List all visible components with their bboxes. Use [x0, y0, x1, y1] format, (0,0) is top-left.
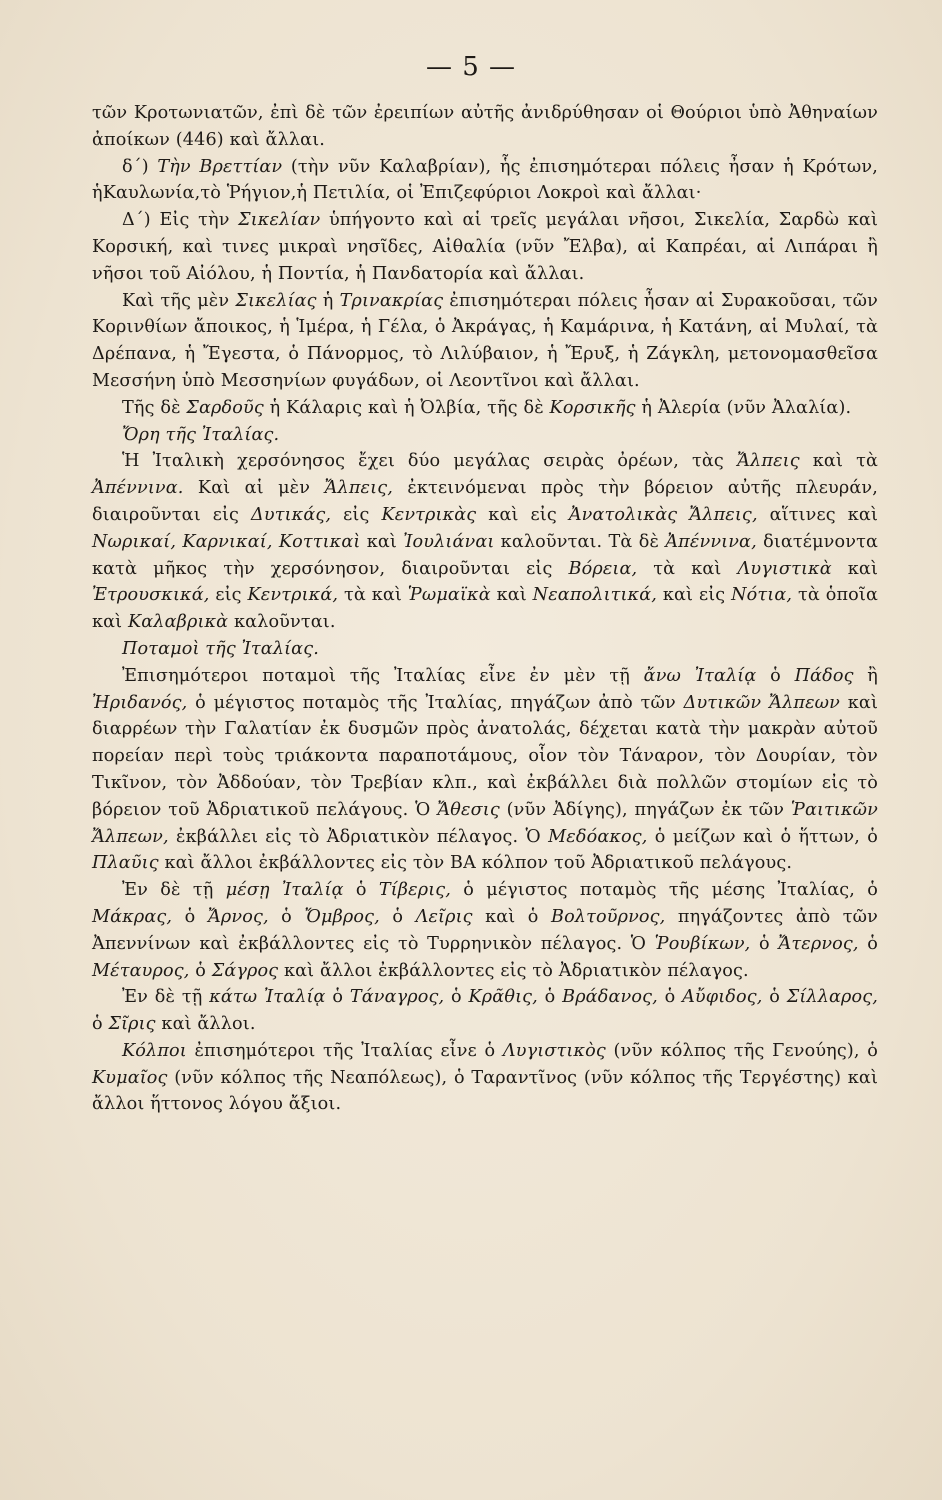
text-run: Καὶ τῆς μὲν [122, 290, 236, 311]
italic-term: Τάναγρος, [349, 987, 445, 1008]
text-run: (νῦν κόλπος τῆς Νεαπόλεως), ὁ Ταραντῖνος (νῦν κόλπος τῆς Τεργέστης) καὶ ἄλλοι ἥττονος λόγου ἄξιοι. [92, 1067, 878, 1115]
italic-term: Βόρεια, [568, 558, 638, 579]
italic-term: Καλαβρικὰ [127, 612, 229, 633]
italic-term: Ἄλπεις [737, 451, 800, 472]
text-run: ὁ μείζων καὶ ὁ ἥττων, ὁ [647, 826, 879, 847]
text-run: ἡ Ἀλερία (νῦν Ἀλαλία). [635, 397, 852, 418]
text-run: ὁ [858, 933, 878, 954]
text-run: ὁ [343, 880, 379, 901]
text-run: καὶ τὰ [799, 451, 878, 472]
text-run: καὶ ἄλλοι. [155, 1014, 256, 1035]
paragraph [92, 100, 878, 154]
italic-term: Σικελίας [235, 290, 317, 311]
italic-term: Σῖρις [108, 1014, 156, 1035]
text-run: (νῦν Ἀδίγης), πηγάζων ἐκ τῶν [499, 799, 791, 820]
italic-term: Πάδος [794, 665, 854, 686]
text-run: Ἡ Ἰταλικὴ χερσόνησος ἔχει δύο μεγάλας σειρὰς ὀρέων, τὰς [122, 451, 737, 472]
italic-term: Πλαῦις [92, 853, 159, 874]
text-run: ὁ [537, 987, 563, 1008]
italic-term: Ἄθεσις [437, 799, 500, 820]
paragraph [92, 448, 878, 636]
italic-term: ἄνω Ἰταλίᾳ [643, 665, 757, 686]
italic-term: κάτω Ἰταλίᾳ [209, 987, 326, 1008]
paragraph [92, 288, 878, 395]
text-run: διατέμνοντα κατὰ μῆκος τὴν χερσόνησον, διαιροῦνται εἰς [92, 531, 878, 579]
italic-term: Βολτοῦρνος, [550, 906, 666, 927]
italic-term: Ἀνατολικὰς Ἄλπεις, [568, 504, 758, 525]
text-run: Ἐν δὲ τῇ [122, 880, 226, 901]
text-run: καὶ εἰς [476, 504, 569, 525]
italic-term: Σικελίαν [238, 210, 321, 231]
italic-term: μέσῃ Ἰταλίᾳ [225, 880, 344, 901]
italic-term: Βράδανος, [562, 987, 658, 1008]
text-run: αἵτινες καὶ [757, 504, 878, 525]
section-heading [92, 636, 878, 663]
text-run: ὁ [92, 1014, 109, 1035]
italic-term: Ἀπέννινα, [665, 531, 757, 552]
italic-term: Σίλλαρος, [786, 987, 879, 1008]
italic-term: Τὴν Βρεττίαν [157, 156, 283, 177]
text-run: ἡ [316, 290, 340, 311]
text-run: πηγάζοντες ἀπὸ τῶν Ἀπεννίνων καὶ ἐκβάλλοντες εἰς τὸ Τυρρηνικὸν πέλαγος. Ὁ [92, 906, 879, 954]
paragraph [92, 1038, 878, 1118]
text-run: ἐκβάλλει εἰς τὸ Ἀδριατικὸν πέλαγος. Ὁ [168, 826, 549, 847]
text-run: τὰ ὁποῖα καὶ [92, 585, 878, 633]
text-run: ὁ [657, 987, 683, 1008]
italic-term: Δυτικάς, [251, 504, 332, 525]
italic-term: Λυγιστικὰ [737, 558, 832, 579]
paragraph [92, 154, 878, 208]
italic-term: Ῥωμαϊκὰ [407, 585, 491, 606]
text-run: καὶ ἄλλοι ἐκβάλλοντες εἰς τὸν ΒΑ κόλπον τοῦ Ἀδριατικοῦ πελάγους. [158, 853, 793, 874]
italic-term: Κυμαῖος [92, 1067, 168, 1088]
italic-term: Ἄλπεις, [324, 478, 393, 499]
text-run: ἡ Κάλαρις καὶ ἡ Ὀλβία, τῆς δὲ [263, 397, 550, 418]
body-text [92, 100, 878, 1118]
italic-term: Κόλποι [122, 1040, 187, 1061]
italic-term: Ἀπέννινα. [92, 478, 184, 499]
paragraph [92, 877, 878, 984]
text-run: ὁ [172, 906, 208, 927]
paragraph [92, 984, 878, 1038]
italic-term: Κεντρικά, [247, 585, 339, 606]
text-run: καὶ ὁ [472, 906, 551, 927]
text-run: Δ΄) Εἰς τὴν [122, 210, 239, 231]
italic-term: Κεντρικὰς [381, 504, 477, 525]
text-run: ὁ [756, 665, 795, 686]
text-run: τῶν Κροτωνιατῶν, ἐπὶ δὲ τῶν ἐρειπίων αὐτῆς ἀνιδρύθησαν οἱ Θούριοι ὑπὸ Ἀθηναίων ἀποίκων (446) καὶ ἄλλαι. [92, 103, 878, 150]
text-run: καὶ [490, 585, 533, 606]
text-run: ὁ [268, 906, 305, 927]
text-run: ἐκτεινόμεναι πρὸς τὴν βόρειον αὐτῆς πλευράν, διαιροῦνται εἰς [92, 478, 878, 525]
text-run: καὶ εἰς [657, 585, 732, 606]
text-run: καὶ [360, 531, 404, 552]
text-run: τὰ καὶ [338, 585, 408, 606]
italic-term: Νωρικαί, Καρνικαί, Κοττικαὶ [92, 531, 361, 552]
italic-term: Ἰουλιάναι [403, 531, 495, 552]
text-run: (νῦν κόλπος τῆς Γενούης), ὁ [605, 1040, 878, 1061]
italic-term: Ῥουβίκων, [654, 933, 751, 954]
paragraph [92, 395, 878, 422]
italic-term: Ἄτερνος, [778, 933, 859, 954]
text-run: Ἐν δὲ τῇ [122, 987, 210, 1008]
text-run: ὁ [379, 906, 416, 927]
italic-term: Ῥαιτικῶν Ἄλπεων, [92, 799, 878, 847]
italic-term: Νεαπολιτικά, [532, 585, 658, 606]
italic-term: Σάγρος [211, 960, 279, 981]
text-run: ἐπισημότεραι πόλεις ἦσαν αἱ Συρακοῦσαι, τῶν Κορινθίων ἄποικος, ἡ Ἱμέρα, ἡ Γέλα, ὁ Ἀκράγας, ἡ Καμάρινα, ἡ Κατάνη, αἱ Μυλαί, τὰ Δρέπανα, ἡ Ἔγεστα, ὁ Πάνορμος, τὸ Λιλύβαιον, ἡ Ἔρυξ, ἡ Ζάγκλη, μετονομασθεῖσα Μεσσήνη ὑπὸ Μεσσηνίων φυγάδων, οἱ Λεοντῖνοι καὶ ἄλλαι. [92, 290, 878, 391]
text-run: καλοῦνται. Τὰ δὲ [494, 531, 666, 552]
page-number: — 5 — [425, 52, 517, 82]
paragraph [92, 207, 878, 287]
text-run: καὶ ἄλλοι ἐκβάλλοντες εἰς τὸ Ἀδριατικὸν πέλαγος. [278, 960, 749, 981]
italic-term: Κρᾶθις, [468, 987, 538, 1008]
text-run: εἰς [209, 585, 248, 606]
text-run: Ποταμοὶ τῆς Ἰταλίας. [122, 638, 319, 659]
italic-term: Λυγιστικὸς [502, 1040, 606, 1061]
text-run: ὁ [762, 987, 787, 1008]
text-run: ἢ [853, 665, 878, 686]
text-run: ὁ μέγιστος ποταμὸς τῆς Ἰταλίας, πηγάζων ἀπὸ τῶν [187, 692, 684, 713]
text-run: τὰ καὶ [637, 558, 738, 579]
text-run: Τῆς δὲ [122, 397, 187, 418]
text-run: καὶ [831, 558, 878, 579]
italic-term: Ἐτρουσκικά, [92, 585, 210, 606]
italic-term: Μάκρας, [92, 906, 173, 927]
italic-term: Αὔφιδος, [682, 987, 763, 1008]
italic-term: Ὄμβρος, [304, 906, 380, 927]
text-run: εἰς [331, 504, 382, 525]
text-run: καὶ διαρρέων τὴν Γαλατίαν ἐκ δυσμῶν πρὸς ἀνατολάς, δέχεται κατὰ τὴν μακρὰν αὐτοῦ πορείαν περὶ τοὺς τριάκοντα παραποτάμους, οἷον τὸν Τάναρον, τὸν Δουρίαν, τὸν Τικῖνον, τὸν Ἀδδούαν, τὸν Τρεβίαν κλπ., καὶ ἐκβάλλει διὰ πολλῶν στομίων εἰς τὸ βόρειον τοῦ Ἀδριατικοῦ πελάγους. Ὁ [92, 692, 878, 820]
text-run: Ἐπισημότεροι ποταμοὶ τῆς Ἰταλίας εἶνε ἐν μὲν τῇ [122, 665, 644, 686]
paragraph [92, 663, 878, 877]
text-run: ὁ [189, 960, 212, 981]
text-run: ὁ [750, 933, 779, 954]
italic-term: Ἠριδανός, [92, 692, 188, 713]
text-run: (τὴν νῦν Καλαβρίαν), ἧς ἐπισημότεραι πόλεις ἦσαν ἡ Κρότων, ἡΚαυλωνία,τὸ Ῥήγιον,ἡ Πετιλία, οἱ Ἐπιζεφύριοι Λοκροὶ καὶ ἄλλαι· [92, 156, 878, 204]
italic-term: Μέταυρος, [92, 960, 190, 981]
italic-term: Τίβερις, [378, 880, 452, 901]
text-run: ὁ [444, 987, 469, 1008]
text-run: ὁ [325, 987, 350, 1008]
text-run: Καὶ αἱ μὲν [183, 478, 325, 499]
text-run: Ὄρη τῆς Ἰταλίας. [122, 424, 280, 445]
text-run: καλοῦνται. [228, 612, 336, 633]
italic-term: Νότια, [731, 585, 793, 606]
italic-term: Δυτικῶν Ἄλπεων [683, 692, 841, 713]
italic-term: Τρινακρίας [339, 290, 444, 311]
italic-term: Σαρδοῦς [186, 397, 264, 418]
text-run: ὁ μέγιστος ποταμὸς τῆς μέσης Ἰταλίας, ὁ [451, 880, 879, 901]
italic-term: Ἄρνος, [207, 906, 269, 927]
text-run: δ΄) [122, 156, 158, 177]
italic-term: Λεῖρις [415, 906, 473, 927]
section-heading [92, 422, 878, 449]
text-run: ἐπισημότεροι τῆς Ἰταλίας εἶνε ὁ [186, 1040, 503, 1061]
text-run: ὑπήγοντο καὶ αἱ τρεῖς μεγάλαι νῆσοι, Σικελία, Σαρδὼ καὶ Κορσική, καὶ τινες μικραὶ νησῖδες, Αἰθαλία (νῦν Ἔλβα), αἱ Καπρέαι, αἱ Λιπάραι ἢ νῆσοι τοῦ Αἰόλου, ἡ Ποντία, ἡ Πανδατορία καὶ ἄλλαι. [92, 210, 878, 284]
italic-term: Μεδόακος, [548, 826, 648, 847]
italic-term: Κορσικῆς [549, 397, 636, 418]
